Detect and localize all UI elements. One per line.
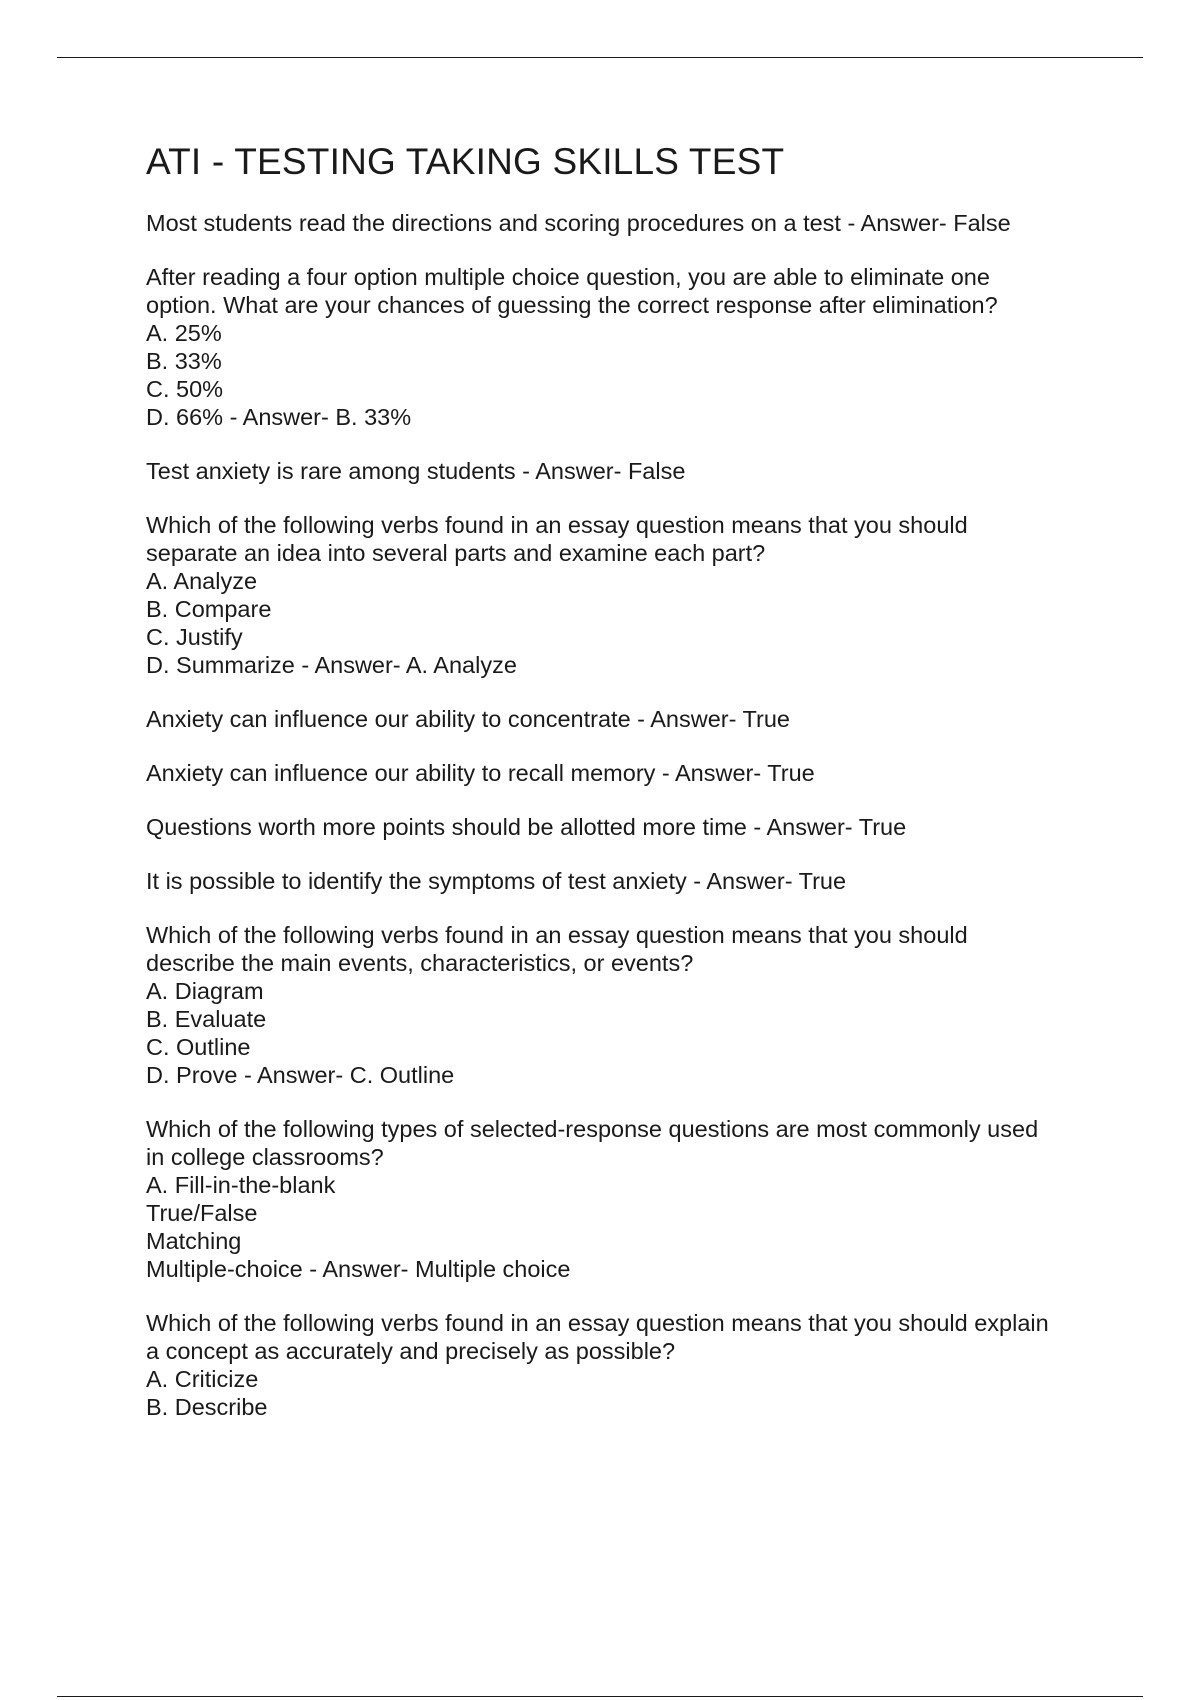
question-line: in college classrooms? [146, 1144, 384, 1171]
question-line: Multiple-choice - Answer- Multiple choice [146, 1256, 571, 1283]
question-line: D. 66% - Answer- B. 33% [146, 404, 412, 431]
question-line: A. 25% [146, 320, 222, 347]
question-line: True/False [146, 1200, 258, 1227]
question-line: B. Describe [146, 1394, 268, 1421]
page-title: ATI - TESTING TAKING SKILLS TEST [146, 141, 785, 182]
question-line: A. Fill-in-the-blank [146, 1172, 336, 1199]
question-line: describe the main events, characteristics, or events? [146, 950, 694, 977]
question-line: Which of the following verbs found in an essay question means that you should [146, 512, 968, 539]
question-line: C. Outline [146, 1034, 251, 1061]
question-item [146, 759, 1106, 787]
question-line: separate an idea into several parts and examine each part? [146, 540, 766, 567]
question-line: Most students read the directions and scoring procedures on a test - Answer- False [146, 210, 1011, 237]
question-line: D. Summarize - Answer- A. Analyze [146, 652, 517, 679]
question-item [146, 921, 1106, 1089]
question-line: Which of the following types of selected-response questions are most commonly used [146, 1116, 1039, 1143]
question-item [146, 813, 1106, 841]
question-line: C. 50% [146, 376, 224, 403]
question-line: option. What are your chances of guessing the correct response after elimination? [146, 292, 998, 319]
question-item [146, 1309, 1106, 1421]
document-body [146, 140, 1106, 1447]
question-line: C. Justify [146, 624, 243, 651]
question-item [146, 263, 1106, 431]
question-line: D. Prove - Answer- C. Outline [146, 1062, 455, 1089]
question-item [146, 1115, 1106, 1283]
question-line: A. Criticize [146, 1366, 259, 1393]
question-item [146, 209, 1106, 237]
question-line: a concept as accurately and precisely as possible? [146, 1338, 676, 1365]
question-line: Which of the following verbs found in an essay question means that you should [146, 922, 968, 949]
question-list [146, 209, 1106, 1421]
question-line: It is possible to identify the symptoms of test anxiety - Answer- True [146, 868, 847, 895]
question-line: Questions worth more points should be allotted more time - Answer- True [146, 814, 907, 841]
question-line: After reading a four option multiple choice question, you are able to eliminate one [146, 264, 990, 291]
question-item [146, 867, 1106, 895]
question-line: Matching [146, 1228, 242, 1255]
question-line: B. Compare [146, 596, 272, 623]
question-item [146, 705, 1106, 733]
question-item [146, 457, 1106, 485]
question-line: Test anxiety is rare among students - Answer- False [146, 458, 686, 485]
question-line: A. Analyze [146, 568, 258, 595]
bottom-rule [57, 1696, 1143, 1697]
question-line: Which of the following verbs found in an essay question means that you should explain [146, 1310, 1049, 1337]
question-line: A. Diagram [146, 978, 264, 1005]
question-line: Anxiety can influence our ability to concentrate - Answer- True [146, 706, 790, 733]
question-line: B. Evaluate [146, 1006, 267, 1033]
question-item [146, 511, 1106, 679]
question-line: B. 33% [146, 348, 222, 375]
top-rule [57, 57, 1143, 58]
question-line: Anxiety can influence our ability to recall memory - Answer- True [146, 760, 815, 787]
